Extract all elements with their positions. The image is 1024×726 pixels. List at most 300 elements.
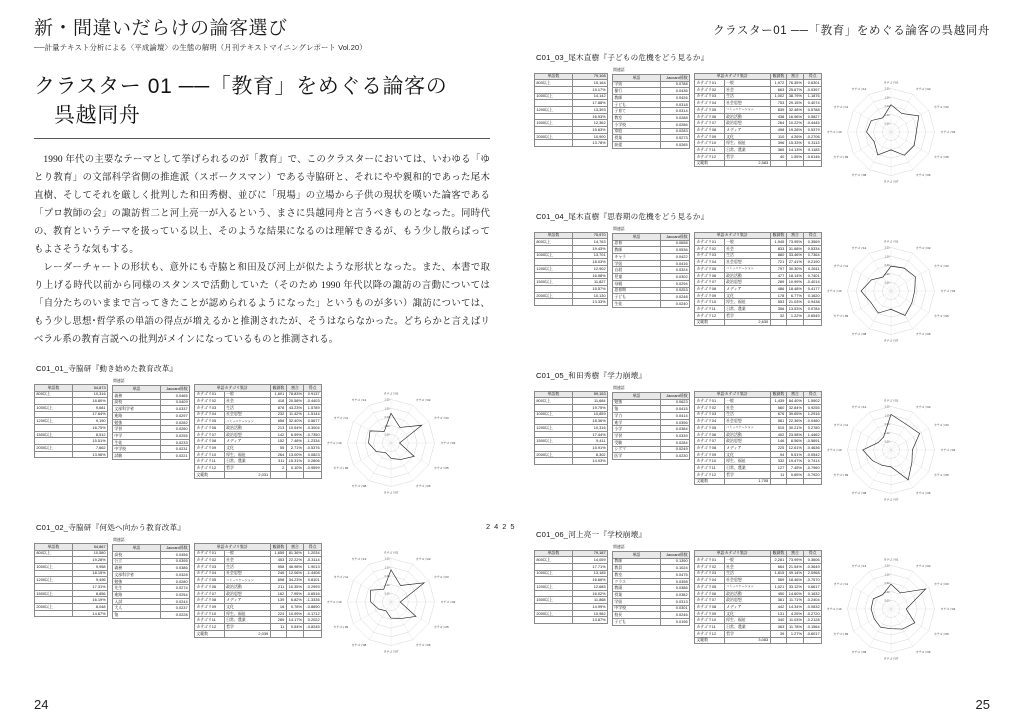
table-row <box>695 404 822 411</box>
table-row <box>535 80 608 87</box>
related-jaccard: 0.0788 <box>660 81 689 88</box>
category-count: 246 <box>270 570 286 577</box>
table-row <box>113 446 190 453</box>
table-row <box>35 577 108 584</box>
count-value: 11,868 <box>572 597 607 604</box>
category-count: 664 <box>770 563 786 570</box>
category-key: カテゴリ10 <box>695 299 725 306</box>
count-threshold: 1500以上 <box>35 590 73 597</box>
category-name: 社会 <box>724 563 770 570</box>
table-row <box>35 604 108 611</box>
category-key: カテゴリ07 <box>695 120 725 127</box>
category-key: カテゴリ07 <box>195 590 225 597</box>
count-value: 8,302 <box>572 451 607 458</box>
related-jaccard: 0.0301 <box>660 605 689 612</box>
category-key: カテゴリ09 <box>195 445 225 452</box>
category-name: 生活 <box>724 93 770 100</box>
table-row <box>695 451 822 458</box>
category-name: メディア <box>724 445 770 452</box>
category-name: 政治活動 <box>724 431 770 438</box>
word-count-table <box>534 391 608 466</box>
table-row <box>195 411 322 418</box>
table-row <box>195 630 322 637</box>
svg-text:カテゴリ02: カテゴリ02 <box>415 557 431 562</box>
table-row <box>613 260 690 267</box>
category-score: -0.7920 <box>804 471 822 478</box>
table-row <box>35 610 108 617</box>
category-name: 社会思想 <box>224 411 270 418</box>
table-row <box>613 274 690 281</box>
related-jaccard: 0.0456 <box>160 551 189 558</box>
category-header-ratio: 割合 <box>786 550 804 557</box>
category-key: カテゴリ07 <box>695 438 725 445</box>
category-ratio: 14.60% <box>786 590 804 597</box>
category-name: 哲学 <box>724 312 770 319</box>
category-count: 146 <box>770 438 786 445</box>
bunsetsu-blank2 <box>286 471 304 478</box>
svg-text:1.00: 1.00 <box>884 96 890 100</box>
radar-chart-C01_04 <box>826 226 956 356</box>
category-name: 一般 <box>724 80 770 87</box>
svg-text:カテゴリ02: カテゴリ02 <box>915 405 931 410</box>
category-score: 2.0968 <box>804 570 822 577</box>
count-header-label: 単語数 <box>35 384 73 391</box>
category-table-wrap <box>694 544 822 644</box>
svg-text:カテゴリ06: カテゴリ06 <box>915 331 931 336</box>
table-row <box>535 279 608 286</box>
related-word: 試験 <box>113 453 161 460</box>
svg-text:カテゴリ09: カテゴリ09 <box>833 154 849 159</box>
category-name: メディア <box>724 127 770 134</box>
related-jaccard: 0.0384 <box>660 426 689 433</box>
category-score: 0.2806 <box>304 458 322 465</box>
count-header-total: 54,873 <box>72 384 107 391</box>
count-value: 10,900 <box>572 133 607 140</box>
category-score: -0.2706 <box>804 133 822 140</box>
table-row <box>113 426 190 433</box>
category-score: -0.8245 <box>304 624 322 631</box>
category-count: 139 <box>270 597 286 604</box>
related-header-jaccard: Jaccard係数 <box>160 386 189 393</box>
related-words-table <box>112 385 190 460</box>
category-score: 0.2190 <box>804 259 822 266</box>
svg-text:-1.00: -1.00 <box>883 113 890 117</box>
category-score: 0.4177 <box>804 286 822 293</box>
table-row <box>35 570 108 577</box>
svg-text:-2.00: -2.00 <box>883 440 890 444</box>
related-words-table-wrap <box>112 537 190 619</box>
related-jaccard: 0.0274 <box>160 585 189 592</box>
category-ratio: 20.58% <box>286 398 304 405</box>
category-ratio: 33.12% <box>786 584 804 591</box>
table-row <box>113 386 190 393</box>
category-name: 一般 <box>724 557 770 564</box>
category-name: 哲学 <box>224 624 270 631</box>
category-name: 一般 <box>224 550 270 557</box>
category-header-score: 得点 <box>804 232 822 239</box>
category-score: -0.2128 <box>804 617 822 624</box>
category-key: カテゴリ10 <box>695 458 725 465</box>
related-word: 義務 <box>113 565 161 572</box>
table-row <box>613 75 690 82</box>
category-count: 450 <box>770 590 786 597</box>
table-row <box>35 543 108 550</box>
svg-text:カテゴリ09: カテゴリ09 <box>333 466 349 471</box>
table-row <box>613 81 690 88</box>
count-value: 8,512 <box>72 431 107 438</box>
category-key: カテゴリ09 <box>695 292 725 299</box>
category-header-score: 得点 <box>804 391 822 398</box>
count-value: 10,859 <box>572 411 607 418</box>
table-row <box>195 418 322 425</box>
table-row <box>535 610 608 617</box>
svg-text:2.00: 2.00 <box>884 246 890 250</box>
svg-text:カテゴリ08: カテゴリ08 <box>851 331 867 336</box>
svg-text:カテゴリ03: カテゴリ03 <box>933 105 949 110</box>
category-count: 224 <box>270 610 286 617</box>
radar-chart-C01_05 <box>826 385 956 515</box>
table-row <box>695 438 822 445</box>
figure-title: C01_02_寺脇研『何処へ向かう教育改革』 <box>36 523 186 533</box>
count-header-label: 単語数 <box>535 73 573 80</box>
category-key: カテゴリ12 <box>695 471 725 478</box>
category-name: コミュニケーション <box>224 418 270 425</box>
table-row <box>695 232 822 239</box>
category-count: 39 <box>770 630 786 637</box>
count-threshold: 2000以上 <box>535 451 573 458</box>
svg-text:カテゴリ04: カテゴリ04 <box>940 289 956 293</box>
svg-text:カテゴリ09: カテゴリ09 <box>833 631 849 636</box>
table-row <box>35 384 108 391</box>
related-jaccard: 0.0273 <box>660 135 689 142</box>
bunsetsu-blank2 <box>286 630 304 637</box>
related-word: 義務 <box>113 392 161 399</box>
category-ratio: 10.22% <box>786 120 804 127</box>
svg-text:カテゴリ12: カテゴリ12 <box>851 564 867 569</box>
related-jaccard: 0.0328 <box>160 572 189 579</box>
related-word: 文部科学省 <box>113 406 161 413</box>
folio-left: 24 <box>34 697 49 712</box>
category-name: 厚生、福祉 <box>224 610 270 617</box>
category-score: 1.2916 <box>804 411 822 418</box>
category-score: 1.1876 <box>804 93 822 100</box>
count-blank <box>35 411 73 418</box>
table-row <box>695 597 822 604</box>
word-count-table-wrap <box>534 544 608 624</box>
related-jaccard: 0.0237 <box>160 605 189 612</box>
category-key: カテゴリ07 <box>695 279 725 286</box>
category-name: 日常、農業 <box>724 465 770 472</box>
right-figure-column <box>534 52 990 674</box>
table-row <box>695 617 822 624</box>
related-word: 学級 <box>613 81 661 88</box>
category-ratio: 76.35% <box>786 80 804 87</box>
category-ratio: 1.55% <box>786 153 804 160</box>
category-name: 日常、農業 <box>224 458 270 465</box>
count-header-total: 79,187 <box>572 550 607 557</box>
category-header-label: 単語カテゴリ集計 <box>195 384 271 391</box>
table-row <box>613 254 690 261</box>
related-jaccard: 0.0283 <box>660 128 689 135</box>
category-count: 365 <box>770 147 786 154</box>
category-name: 政治思想 <box>724 279 770 286</box>
table-row <box>695 465 822 472</box>
count-percent: 16.98% <box>572 272 607 279</box>
table-row <box>695 584 822 591</box>
count-value: 8,048 <box>72 604 107 611</box>
category-name: コミュニケーション <box>724 107 770 114</box>
category-table <box>694 73 822 168</box>
count-value: 14,763 <box>572 239 607 246</box>
table-row <box>195 584 322 591</box>
related-jaccard: 0.0623 <box>660 399 689 406</box>
related-header-jaccard: Jaccard係数 <box>660 75 689 82</box>
related-word: 子育て <box>613 108 661 115</box>
table-row <box>535 239 608 246</box>
table-row <box>195 425 322 432</box>
category-score: 1.2034 <box>304 550 322 557</box>
category-ratio: 30.30% <box>786 266 804 273</box>
related-word: 先生 <box>113 585 161 592</box>
middle-folio-right: 25 <box>502 522 519 531</box>
category-key: カテゴリ03 <box>695 93 725 100</box>
category-count: 442 <box>770 604 786 611</box>
category-score: -0.9599 <box>304 465 322 472</box>
related-jaccard: 0.0415 <box>660 406 689 413</box>
related-words-table-wrap <box>112 378 190 460</box>
category-ratio: 32.40% <box>286 418 304 425</box>
count-blank <box>535 113 573 120</box>
count-header-total: 59,153 <box>572 391 607 398</box>
category-ratio: 15.33% <box>786 140 804 147</box>
bunsetsu-blank3 <box>804 478 822 485</box>
related-word: 教室 <box>613 115 661 122</box>
table-row <box>535 617 608 624</box>
category-key: カテゴリ04 <box>195 570 225 577</box>
table-row <box>613 393 690 400</box>
category-key: カテゴリ10 <box>695 140 725 147</box>
page-title <box>34 73 490 131</box>
category-count: 498 <box>770 127 786 134</box>
related-jaccard: 0.0414 <box>660 413 689 420</box>
svg-text:2.00: 2.00 <box>884 405 890 409</box>
svg-text:2.00: 2.00 <box>384 398 390 402</box>
category-score: -0.0832 <box>804 604 822 611</box>
category-score: 0.1632 <box>804 590 822 597</box>
table-row <box>535 411 608 418</box>
svg-text:カテゴリ02: カテゴリ02 <box>415 398 431 403</box>
table-row <box>535 550 608 557</box>
table-row <box>535 107 608 114</box>
category-key: カテゴリ11 <box>195 458 225 465</box>
category-score: -0.3004 <box>304 425 322 432</box>
table-row <box>195 610 322 617</box>
table-row <box>113 406 190 413</box>
category-score: -0.6146 <box>804 153 822 160</box>
count-value: 10,316 <box>572 425 607 432</box>
category-score: 0.5788 <box>804 107 822 114</box>
table-row <box>613 95 690 102</box>
svg-text:カテゴリ11: カテゴリ11 <box>833 264 849 269</box>
table-row <box>35 411 108 418</box>
bunsetsu-blank2 <box>786 319 804 326</box>
related-jaccard: 0.0314 <box>660 108 689 115</box>
count-blank <box>35 425 73 432</box>
middle-folio-left: 24 <box>486 522 503 531</box>
radar-chart-C01_06 <box>826 544 956 674</box>
category-count: 698 <box>270 577 286 584</box>
svg-text:カテゴリ01: カテゴリ01 <box>383 550 399 555</box>
category-score: -0.2720 <box>804 610 822 617</box>
table-row <box>613 585 690 592</box>
svg-text:2.00: 2.00 <box>884 564 890 568</box>
category-table-wrap <box>694 67 822 167</box>
category-ratio: 38.79% <box>786 93 804 100</box>
svg-text:カテゴリ03: カテゴリ03 <box>933 423 949 428</box>
table-row <box>535 451 608 458</box>
related-word: 学級 <box>613 260 661 267</box>
category-score: -0.4014 <box>804 279 822 286</box>
related-jaccard: 0.0658 <box>660 240 689 247</box>
svg-text:カテゴリ07: カテゴリ07 <box>883 338 899 343</box>
table-row <box>35 550 108 557</box>
word-count-table-wrap <box>34 378 108 458</box>
related-words-caption: 関連語 <box>113 378 125 384</box>
count-value: 9,681 <box>72 404 107 411</box>
category-key: カテゴリ06 <box>695 272 725 279</box>
svg-text:カテゴリ08: カテゴリ08 <box>351 643 367 648</box>
category-score: 0.1183 <box>804 147 822 154</box>
count-value: 12,362 <box>572 120 607 127</box>
bunsetsu-value: 2,031 <box>224 471 270 478</box>
related-word: 思春期 <box>613 287 661 294</box>
category-count: 340 <box>770 617 786 624</box>
table-row <box>113 392 190 399</box>
count-threshold: 800以上 <box>535 80 573 87</box>
svg-text:カテゴリ10: カテゴリ10 <box>326 441 342 446</box>
figure-block-C01_04 <box>534 211 990 356</box>
related-words-table <box>612 233 690 308</box>
category-key: カテゴリ04 <box>195 411 225 418</box>
category-ratio: 11.42% <box>286 411 304 418</box>
table-row <box>195 557 322 564</box>
bunsetsu-blank1 <box>770 637 786 644</box>
count-percent: 14.99% <box>572 604 607 611</box>
category-count: 553 <box>770 299 786 306</box>
svg-text:カテゴリ12: カテゴリ12 <box>351 398 367 403</box>
category-ratio: 30.21% <box>786 425 804 432</box>
count-threshold: 1000以上 <box>535 411 573 418</box>
svg-text:カテゴリ04: カテゴリ04 <box>440 600 456 605</box>
table-row <box>695 563 822 570</box>
count-header-label: 単語数 <box>535 232 573 239</box>
table-row <box>695 286 822 293</box>
related-word: 自殺 <box>613 267 661 274</box>
count-threshold: 800以上 <box>535 398 573 405</box>
table-row <box>113 605 190 612</box>
table-row <box>613 406 690 413</box>
count-threshold: 2000以上 <box>35 445 73 452</box>
category-table <box>694 550 822 645</box>
category-count: 162 <box>270 590 286 597</box>
category-header-count: 観測数 <box>770 391 786 398</box>
bunsetsu-value: 1,705 <box>724 478 770 485</box>
category-ratio: 73.95% <box>786 239 804 246</box>
svg-text:カテゴリ07: カテゴリ07 <box>383 649 399 654</box>
count-blank <box>535 577 573 584</box>
category-count: 211 <box>270 584 286 591</box>
radar-chart-C01_02 <box>326 537 456 667</box>
svg-text:カテゴリ03: カテゴリ03 <box>433 416 449 421</box>
category-score: 0.3569 <box>804 239 822 246</box>
table-row <box>613 578 690 585</box>
related-jaccard: 0.0260 <box>160 426 189 433</box>
category-ratio: 16.96% <box>786 113 804 120</box>
figure-row <box>34 378 490 508</box>
count-percent: 16.93% <box>572 113 607 120</box>
table-row <box>613 128 690 135</box>
related-jaccard: 0.0253 <box>660 287 689 294</box>
table-row <box>613 419 690 426</box>
count-percent: 17.64% <box>72 411 107 418</box>
table-row <box>695 557 822 564</box>
table-row <box>695 478 822 485</box>
category-header-label: 単語カテゴリ集計 <box>695 232 771 239</box>
table-row <box>535 577 608 584</box>
related-jaccard: 0.0324 <box>660 267 689 274</box>
count-blank <box>35 570 73 577</box>
category-score: 0.9255 <box>804 404 822 411</box>
table-row <box>535 120 608 127</box>
category-key: カテゴリ03 <box>695 252 725 259</box>
count-threshold: 2000以上 <box>535 292 573 299</box>
category-ratio: 27.41% <box>786 259 804 266</box>
svg-text:カテゴリ04: カテゴリ04 <box>940 607 956 611</box>
table-row <box>113 453 190 460</box>
related-jaccard: 0.0228 <box>160 612 189 619</box>
category-header-ratio: 割合 <box>786 232 804 239</box>
category-count: 1,945 <box>770 239 786 246</box>
radar-chart-C01_03 <box>826 67 956 197</box>
category-ratio: 19.47% <box>786 458 804 465</box>
svg-text:カテゴリ11: カテゴリ11 <box>833 105 849 110</box>
table-row <box>695 127 822 134</box>
category-score: -0.8690 <box>304 604 322 611</box>
category-key: カテゴリ02 <box>695 563 725 570</box>
bunsetsu-blank1 <box>270 630 286 637</box>
count-percent: 15.91% <box>572 445 607 452</box>
table-row <box>613 565 690 572</box>
category-score: -0.0542 <box>804 451 822 458</box>
category-count: 363 <box>770 624 786 631</box>
table-row <box>195 577 322 584</box>
table-row <box>35 404 108 411</box>
related-word: 高校 <box>113 399 161 406</box>
category-name: コミュニケーション <box>724 584 770 591</box>
category-count: 11 <box>770 471 786 478</box>
category-header-count: 観測数 <box>770 232 786 239</box>
related-jaccard: 0.0318 <box>660 101 689 108</box>
category-header-label: 単語カテゴリ集計 <box>695 550 771 557</box>
category-name: 日常、農業 <box>724 147 770 154</box>
category-score: -0.4636 <box>804 445 822 452</box>
table-row <box>695 398 822 405</box>
table-row <box>695 272 822 279</box>
table-row <box>613 294 690 301</box>
related-jaccard: 0.0255 <box>160 433 189 440</box>
count-value: 9,190 <box>72 418 107 425</box>
category-key: カテゴリ03 <box>695 411 725 418</box>
